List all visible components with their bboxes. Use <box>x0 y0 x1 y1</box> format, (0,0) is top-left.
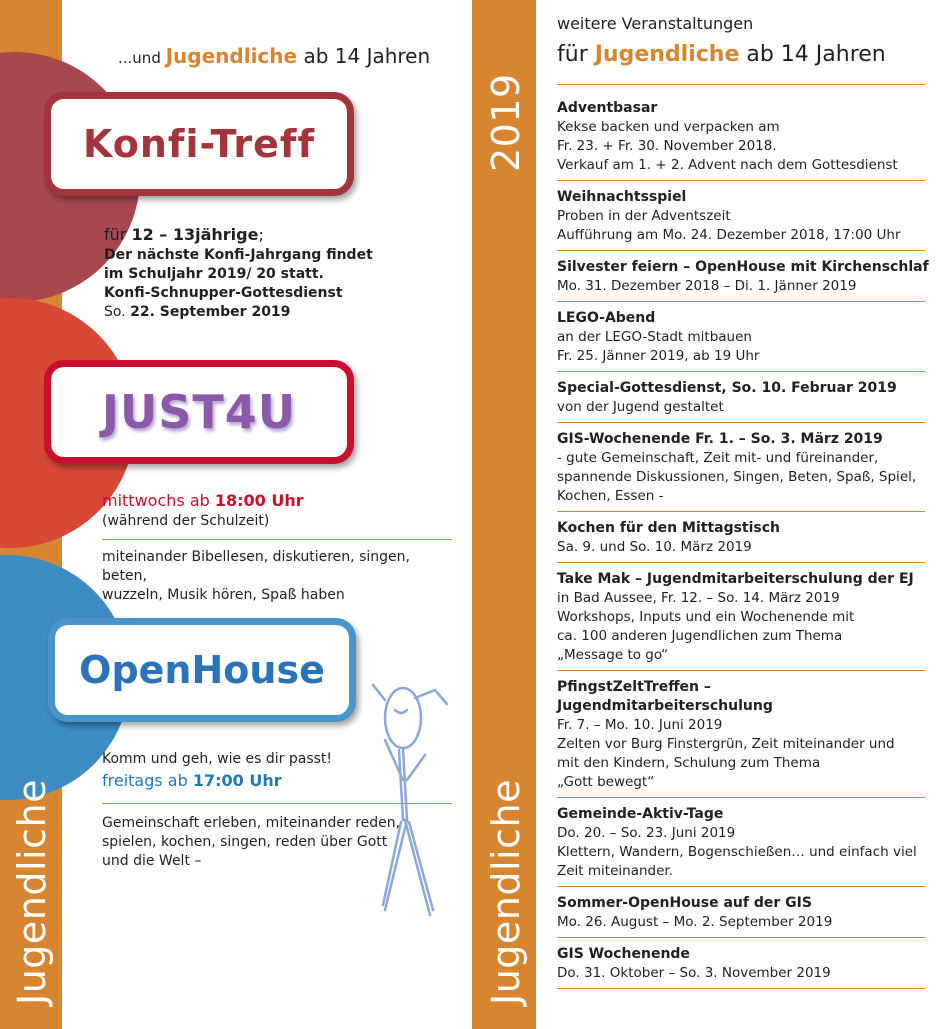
event-title: Kochen für den Mittagstisch <box>557 520 781 536</box>
event-item <box>557 430 929 511</box>
event-item <box>557 258 929 301</box>
event-detail: an der LEGO-Stadt mitbauen <box>557 329 752 345</box>
openhouse-separator <box>102 803 452 804</box>
event-title: Gemeinde-Aktiv-Tage <box>557 806 724 822</box>
openhouse-text: Komm und geh, wie es dir passt! freitags ab 17:00 Uhr Gemeinschaft erleben, miteinander reden, spielen, kochen, singen, reden über Gott und die Welt – <box>102 750 452 871</box>
event-item <box>557 570 929 670</box>
event-detail: - gute Gemeinschaft, Zeit mit- und füreinander, <box>557 450 879 466</box>
event-detail: in Bad Aussee, Fr. 12. – So. 14. März 2019 <box>557 590 840 606</box>
event-separator <box>557 422 925 423</box>
event-detail: Do. 31. Oktober – So. 3. November 2019 <box>557 965 831 981</box>
event-title: GIS-Wochenende Fr. 1. – So. 3. März 2019 <box>557 431 883 447</box>
left-vertical-label: Jugendliche <box>10 779 54 1005</box>
just4u-logo: JUST4U <box>101 385 297 439</box>
event-item <box>557 188 929 250</box>
event-title: Take Mak – Jugendmitarbeiterschulung der EJ <box>557 571 914 587</box>
event-detail: Zeit miteinander. <box>557 863 674 879</box>
event-separator <box>557 371 925 372</box>
right-subheading: weitere Veranstaltungen <box>557 14 754 33</box>
right-heading-separator <box>557 84 925 85</box>
konfi-text: für 12 – 13jährige; Der nächste Konfi-Jahrgang findet im Schuljahr 2019/ 20 statt. Konfi-Schnupper-Gottesdienst So. 22. September 2019 <box>104 225 373 320</box>
event-separator <box>557 180 925 181</box>
event-title: Weihnachtsspiel <box>557 189 687 205</box>
event-item <box>557 519 929 562</box>
event-detail: Sa. 9. und So. 10. März 2019 <box>557 539 752 555</box>
event-detail: Aufführung am Mo. 24. Dezember 2018, 17:00 Uhr <box>557 227 901 243</box>
event-detail: Fr. 25. Jänner 2019, ab 19 Uhr <box>557 348 760 364</box>
event-title: Sommer-OpenHouse auf der GIS <box>557 895 812 911</box>
right-vertical-label: Jugendliche <box>484 779 528 1005</box>
just4u-text: mittwochs ab 18:00 Uhr (während der Schulzeit) miteinander Bibellesen, diskutieren, singen, beten, wuzzeln, Musik hören, Spaß haben <box>102 490 452 605</box>
event-detail: spannende Diskussionen, Singen, Beten, Spaß, Spiel, <box>557 469 917 485</box>
just4u-separator <box>102 539 452 540</box>
event-list <box>557 99 929 996</box>
event-item <box>557 894 929 937</box>
event-separator <box>557 937 925 938</box>
event-detail: Mo. 31. Dezember 2018 – Di. 1. Jänner 2019 <box>557 278 857 294</box>
event-item <box>557 805 929 886</box>
event-detail: Fr. 7. – Mo. 10. Juni 2019 <box>557 717 723 733</box>
event-detail: Proben in der Adventszeit <box>557 208 731 224</box>
event-detail: Do. 20. – So. 23. Juni 2019 <box>557 825 736 841</box>
event-detail: mit den Kindern, Schulung zum Thema <box>557 755 821 771</box>
openhouse-logo: OpenHouse <box>79 648 325 692</box>
event-title: Silvester feiern – OpenHouse mit Kirchenschlaf <box>557 259 929 275</box>
event-item <box>557 99 929 180</box>
event-detail: von der Jugend gestaltet <box>557 399 724 415</box>
event-detail: Mo. 26. August – Mo. 2. September 2019 <box>557 914 833 930</box>
event-item <box>557 309 929 371</box>
event-detail: Klettern, Wandern, Bogenschießen… und einfach viel <box>557 844 917 860</box>
event-title: Special-Gottesdienst, So. 10. Februar 2019 <box>557 380 897 396</box>
just4u-badge <box>44 360 354 464</box>
event-title: PfingstZeltTreffen – Jugendmitarbeiterschulung <box>557 679 773 714</box>
left-heading: ...und Jugendliche ab 14 Jahren <box>118 44 431 68</box>
event-separator <box>557 562 925 563</box>
event-separator <box>557 670 925 671</box>
event-detail: Workshops, Inputs und ein Wochenende mit <box>557 609 855 625</box>
event-detail: „Gott bewegt“ <box>557 774 655 790</box>
event-title: GIS Wochenende <box>557 946 690 962</box>
event-title: LEGO-Abend <box>557 310 656 326</box>
event-separator <box>557 797 925 798</box>
event-separator <box>557 250 925 251</box>
event-detail: Fr. 23. + Fr. 30. November 2018. <box>557 138 777 154</box>
year-label: 2019 <box>484 73 528 172</box>
event-item <box>557 379 929 422</box>
openhouse-badge <box>48 618 356 722</box>
event-separator <box>557 511 925 512</box>
event-detail: „Message to go“ <box>557 647 669 663</box>
event-detail: Zelten vor Burg Finstergrün, Zeit miteinander und <box>557 736 895 752</box>
event-separator <box>557 988 925 989</box>
event-separator <box>557 886 925 887</box>
konfi-treff-logo: Konfi-Treff <box>82 122 315 166</box>
konfi-treff-badge <box>44 92 354 196</box>
event-item <box>557 678 929 797</box>
event-detail: Kekse backen und verpacken am <box>557 119 780 135</box>
event-detail: Kochen, Essen - <box>557 488 664 504</box>
event-item <box>557 945 929 988</box>
event-detail: Verkauf am 1. + 2. Advent nach dem Gottesdienst <box>557 157 898 173</box>
right-heading: für Jugendliche ab 14 Jahren <box>557 42 886 67</box>
event-detail: ca. 100 anderen Jugendlichen zum Thema <box>557 628 843 644</box>
event-title: Adventbasar <box>557 100 658 116</box>
event-separator <box>557 301 925 302</box>
